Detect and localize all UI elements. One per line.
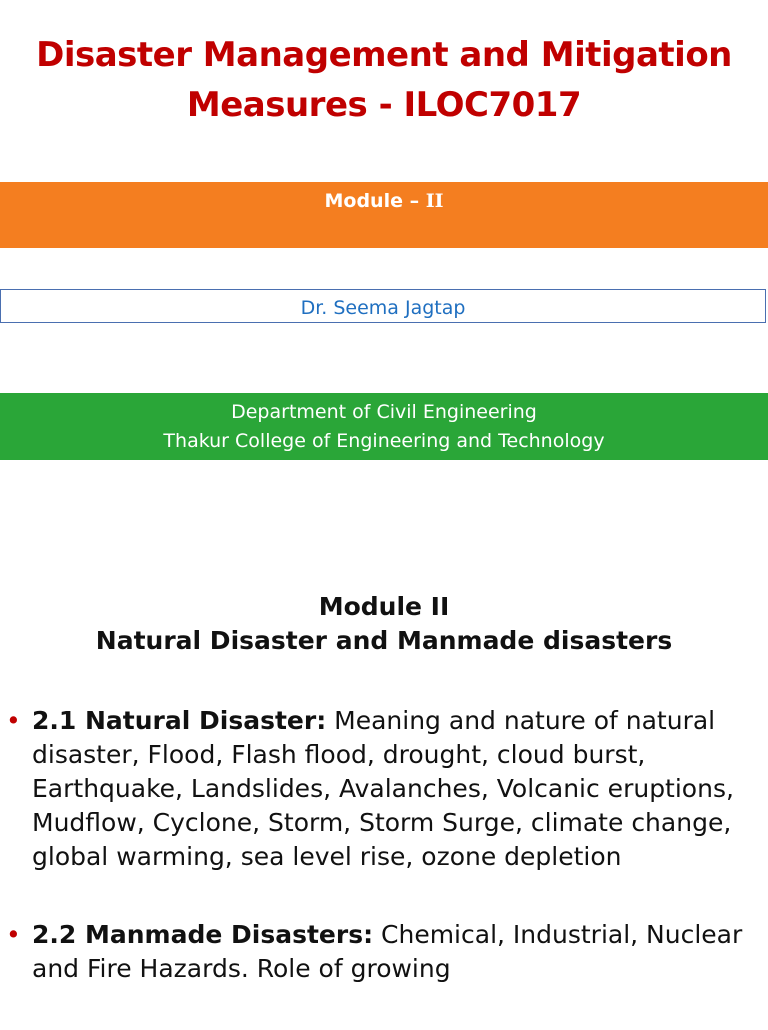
document-title xyxy=(0,30,768,130)
list-item-lead: 2.1 Natural Disaster: xyxy=(32,706,327,735)
module-label xyxy=(325,190,444,212)
module-banner xyxy=(0,182,768,248)
bullet-icon: • xyxy=(6,920,21,949)
module-number: II xyxy=(425,190,444,212)
list-item xyxy=(0,704,768,874)
module-heading-line-1: Module II xyxy=(318,592,450,621)
module-label-text: Module – xyxy=(324,190,426,212)
department-banner xyxy=(0,393,768,460)
module-heading-line-2: Natural Disaster and Manmade disasters xyxy=(95,626,673,655)
college-name: Thakur College of Engineering and Technology xyxy=(163,430,605,452)
bullet-icon: • xyxy=(6,706,21,735)
list-item-lead: 2.2 Manmade Disasters: xyxy=(32,920,374,949)
author-name: Dr. Seema Jagtap xyxy=(0,289,766,323)
list-item xyxy=(0,918,768,986)
module-heading xyxy=(0,590,768,658)
list-item-text: Chemical, Industrial, Nuclear and Fire Hazards. Role of growing xyxy=(32,920,743,983)
title-line-2: Measures - ILOC7017 xyxy=(186,85,582,125)
department-name: Department of Civil Engineering xyxy=(231,401,537,423)
list-item-text: Meaning and nature of natural disaster, Flood, Flash flood, drought, cloud burst, Earthquake, Landslides, Avalanches, Volcanic eruptions, Mudflow, Cyclone, Storm, Storm Surge, climate change, global warming, sea level rise, ozone depletion xyxy=(32,706,734,871)
title-line-1: Disaster Management and Mitigation xyxy=(36,35,732,75)
syllabus-list xyxy=(0,704,768,1030)
